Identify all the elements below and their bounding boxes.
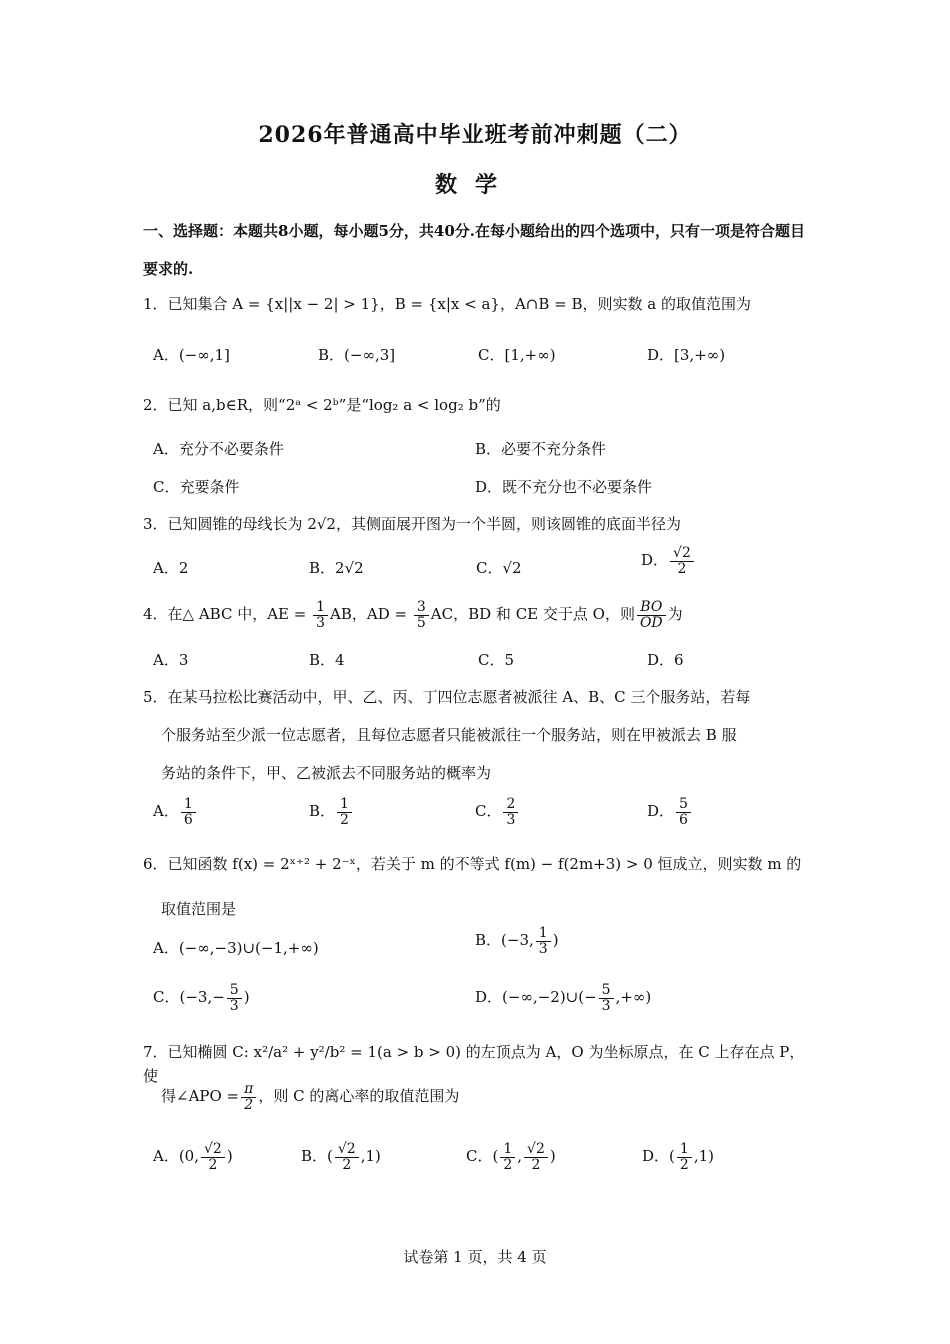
q2-option-b: B．必要不充分条件 xyxy=(475,440,607,458)
fraction-numerator: BO xyxy=(637,600,666,616)
q2-option-c: C．充要条件 xyxy=(153,478,240,496)
question-7-cont xyxy=(143,1082,831,1112)
q7-option-a xyxy=(153,1142,233,1172)
q4-option-d: D．6 xyxy=(647,651,684,669)
q5-option-b xyxy=(309,797,354,827)
question-6 xyxy=(143,852,813,876)
fraction-denominator: 6 xyxy=(183,811,193,828)
exam-title: 2026年普通高中毕业班考前冲刺题（二） xyxy=(258,122,692,148)
fraction xyxy=(500,1142,515,1172)
fraction xyxy=(599,983,614,1013)
q3-option-d xyxy=(641,546,696,576)
question-3-text: 3．已知圆锥的母线长为 2√2，其侧面展开图为一个半圆，则该圆锥的底面半径为 xyxy=(143,515,681,533)
fraction-denominator: 2 xyxy=(340,811,349,828)
q4-text-a: 4．在△ ABC 中，AE = xyxy=(143,605,312,624)
q4-option-b: B．4 xyxy=(309,651,345,669)
fraction xyxy=(524,1142,548,1172)
fraction-denominator: 2 xyxy=(677,560,687,577)
fraction xyxy=(670,546,694,576)
question-6-cont xyxy=(143,897,831,921)
q6-line-2: 取值范围是 xyxy=(161,900,237,918)
fraction xyxy=(503,797,518,827)
fraction-denominator: 3 xyxy=(601,997,611,1014)
option-text: C．(−3,− xyxy=(153,988,225,1007)
q6-option-c xyxy=(153,983,250,1013)
q4-option-c: C．5 xyxy=(478,651,515,669)
fraction-denominator: 6 xyxy=(679,811,688,828)
q5-line-3: 务站的条件下，甲、乙被派去不同服务站的概率为 xyxy=(161,764,492,782)
fraction-numerator: 1 xyxy=(500,1142,515,1158)
fraction xyxy=(201,1142,225,1172)
q6-option-d xyxy=(475,983,651,1013)
option-text: ) xyxy=(243,988,250,1007)
fraction-numerator: 1 xyxy=(536,926,551,942)
section-heading: 一、选择题：本题共8小题，每小题5分，共40分.在每小题给出的四个选项中，只有一项是符合题目要求的. xyxy=(143,222,805,278)
option-text: ,1) xyxy=(360,1147,381,1166)
fraction xyxy=(337,797,352,827)
option-text: C．( xyxy=(466,1147,499,1166)
question-2-text: 2．已知 a,b∈R，则“2ᵃ < 2ᵇ”是“log₂ a < log₂ b”的 xyxy=(143,396,501,414)
q3-option-c: C．√2 xyxy=(476,559,522,577)
q6-line-1: 6．已知函数 f(x) = 2ˣ⁺² + 2⁻ˣ，若关于 m 的不等式 f(m) − f(2m+3) > 0 恒成立，则实数 m 的 xyxy=(143,855,802,873)
q7-option-d xyxy=(642,1142,714,1172)
fraction-numerator: √2 xyxy=(201,1142,225,1158)
q4-text-b: AB，AD = xyxy=(330,605,412,624)
fraction-numerator: 5 xyxy=(599,983,614,999)
question-2 xyxy=(143,393,813,417)
q7-line-2-text: 得∠APO = xyxy=(161,1087,240,1106)
option-text: ) xyxy=(226,1147,233,1166)
fraction-denominator: 3 xyxy=(316,614,326,631)
option-text: B．( xyxy=(301,1147,333,1166)
fraction xyxy=(676,797,691,827)
q2-option-a: A．充分不必要条件 xyxy=(153,440,284,458)
fraction-numerator: 3 xyxy=(414,600,429,616)
option-label: A． xyxy=(153,802,179,821)
q3-option-d-label: D． xyxy=(641,551,669,570)
fraction-numerator: π xyxy=(241,1082,256,1098)
option-text: D．(−∞,−2)∪(− xyxy=(475,988,597,1007)
question-5-cont xyxy=(143,723,831,747)
fraction xyxy=(227,983,242,1013)
fraction xyxy=(637,600,666,630)
option-label: D． xyxy=(647,802,675,821)
option-text: ) xyxy=(552,931,559,950)
q1-option-c: C．[1,+∞) xyxy=(478,346,556,364)
option-text: D．( xyxy=(642,1147,675,1166)
option-text: A．(0, xyxy=(153,1147,199,1166)
option-text: ,+∞) xyxy=(615,988,652,1007)
fraction xyxy=(536,926,551,956)
fraction-denominator: 2 xyxy=(503,1156,513,1173)
option-text: ) xyxy=(549,1147,556,1166)
q4-text-d: 为 xyxy=(667,605,683,624)
q5-option-a xyxy=(153,797,198,827)
q7-option-b xyxy=(301,1142,381,1172)
fraction-denominator: 2 xyxy=(679,1156,689,1173)
q2-option-d: D．既不充分也不必要条件 xyxy=(475,478,653,496)
question-5 xyxy=(143,685,813,709)
q5-option-d xyxy=(647,797,693,827)
fraction-denominator: OD xyxy=(639,614,663,631)
fraction-denominator: 3 xyxy=(506,811,516,828)
fraction xyxy=(335,1142,359,1172)
fraction-numerator: 1 xyxy=(337,797,352,813)
q7-line-1: 7．已知椭圆 C: x²/a² + y²/b² = 1(a > b > 0) 的左顶点为 A，O 为坐标原点，在 C 上存在点 P，使 xyxy=(143,1043,805,1085)
option-text: ,1) xyxy=(693,1147,714,1166)
q3-option-b: B．2√2 xyxy=(309,559,364,577)
question-1-text: 1．已知集合 A = {x||x − 2| > 1}，B = {x|x < a}，A∩B = B，则实数 a 的取值范围为 xyxy=(143,295,751,313)
q6-option-b xyxy=(475,926,559,956)
fraction-numerator: √2 xyxy=(670,546,694,562)
fraction-numerator: 1 xyxy=(313,600,328,616)
q1-option-a: A．(−∞,1] xyxy=(153,346,230,364)
fraction-numerator: 5 xyxy=(227,983,242,999)
fraction xyxy=(241,1082,256,1112)
option-label: C． xyxy=(475,802,502,821)
q4-text-c: AC，BD 和 CE 交于点 O，则 xyxy=(430,605,635,624)
page-footer: 试卷第 1 页，共 4 页 xyxy=(403,1248,547,1266)
fraction-denominator: 3 xyxy=(229,997,239,1014)
fraction xyxy=(677,1142,692,1172)
question-4 xyxy=(143,600,813,630)
q5-line-1: 5．在某马拉松比赛活动中，甲、乙、丙、丁四位志愿者被派往 A、B、C 三个服务站，若每 xyxy=(143,688,751,706)
q7-option-c: C．( $\frac{1}{2}$ , $\frac{√2}{2}$ ) xyxy=(466,1141,556,1173)
fraction-denominator: 3 xyxy=(538,940,548,957)
option-label: B． xyxy=(309,802,336,821)
q3-option-a: A．2 xyxy=(153,559,189,577)
question-1 xyxy=(143,292,813,316)
q7-line-2-text: ，则 C 的离心率的取值范围为 xyxy=(258,1087,460,1106)
q5-line-2: 个服务站至少派一位志愿者，且每位志愿者只能被派往一个服务站，则在甲被派去 B 服 xyxy=(161,726,737,744)
fraction-numerator: 5 xyxy=(676,797,691,813)
fraction-denominator: 2 xyxy=(531,1156,541,1173)
fraction-numerator: √2 xyxy=(335,1142,359,1158)
fraction xyxy=(181,797,196,827)
q6-option-a: A．(−∞,−3)∪(−1,+∞) xyxy=(153,939,319,957)
fraction xyxy=(313,600,328,630)
q1-option-b: B．(−∞,3] xyxy=(318,346,396,364)
fraction-numerator: 1 xyxy=(677,1142,692,1158)
q1-option-d: D．[3,+∞) xyxy=(647,346,726,364)
fraction-denominator: 2 xyxy=(342,1156,352,1173)
q5-option-c xyxy=(475,797,520,827)
q4-option-a: A．3 xyxy=(153,651,189,669)
fraction-numerator: 2 xyxy=(503,797,518,813)
option-text: B．(−3, xyxy=(475,931,534,950)
fraction-denominator: 2 xyxy=(208,1156,218,1173)
fraction-denominator: 2 xyxy=(244,1096,254,1113)
fraction-numerator: √2 xyxy=(524,1142,548,1158)
question-3 xyxy=(143,512,813,536)
question-5-cont xyxy=(143,761,831,785)
fraction-denominator: 5 xyxy=(416,614,426,631)
fraction xyxy=(414,600,429,630)
fraction-numerator: 1 xyxy=(181,797,196,813)
subject-title: 数学 xyxy=(434,172,515,198)
